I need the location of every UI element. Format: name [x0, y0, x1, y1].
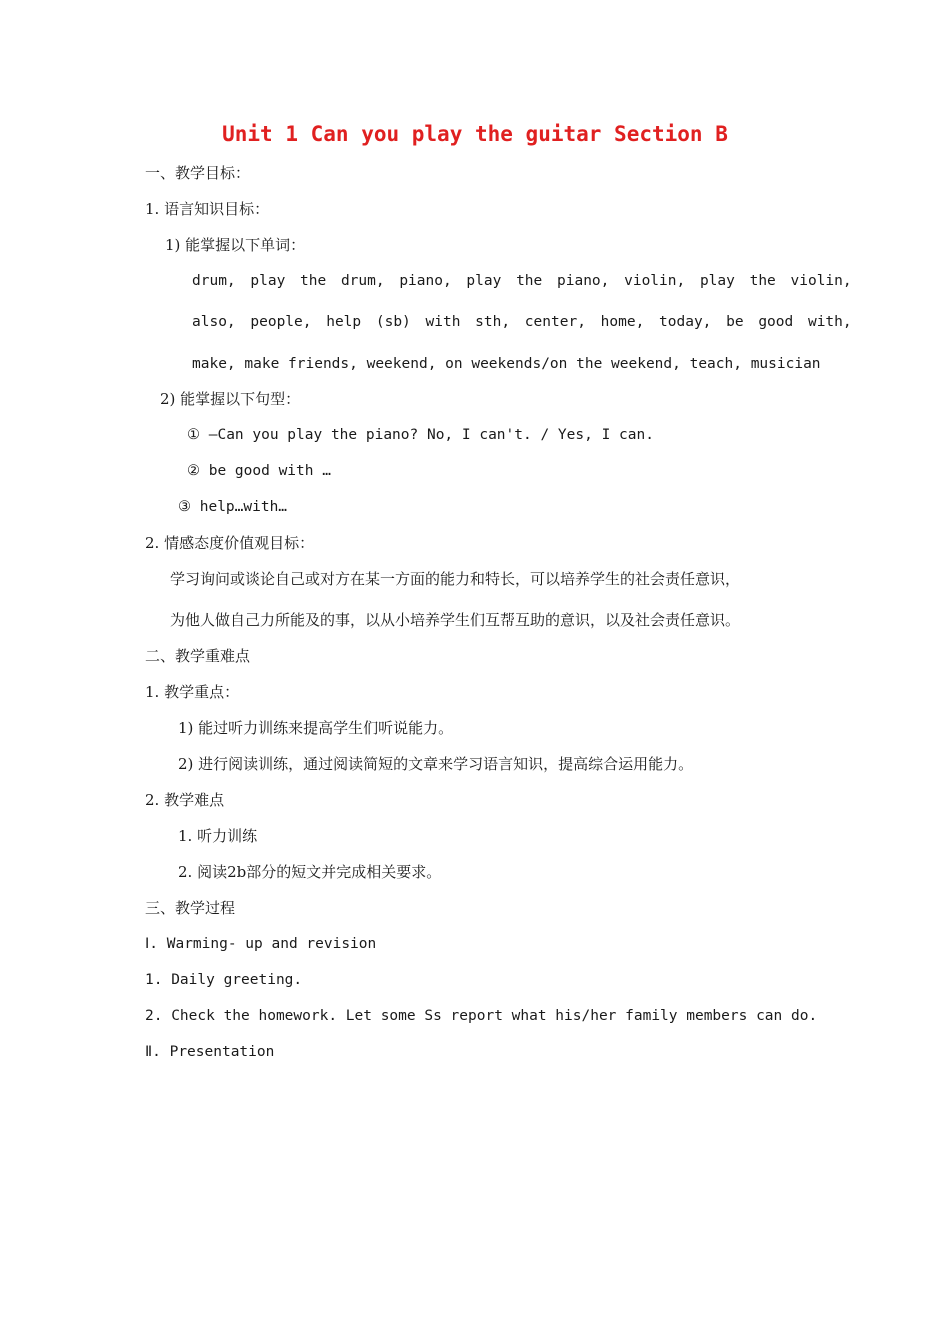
emotional-goals-line-2: 为他人做自己力所能及的事，以从小培养学生们互帮互助的意识，以及社会责任意识。	[170, 611, 741, 629]
vocabulary-line-2: also, people, help (sb) with sth, center, home, today, be good with,	[192, 314, 852, 330]
item-vocabulary: 1) 能掌握以下单词：	[165, 236, 306, 254]
vocabulary-line-3: make, make friends, weekend, on weekends/on the weekend, teach, musician	[192, 356, 821, 372]
vocabulary-line-1: drum, play the drum, piano, play the piano, violin, play the violin,	[192, 273, 852, 289]
process-item-check-homework: 2. Check the homework. Let some Ss report what his/her family members can do.	[145, 1008, 818, 1024]
difficulty-2: 2. 阅读2b部分的短文并完成相关要求。	[178, 863, 442, 881]
item-sentence-patterns: 2) 能掌握以下句型：	[160, 390, 301, 408]
section-heading-key-points: 二、教学重难点	[145, 647, 251, 665]
section-heading-process: 三、教学过程	[145, 899, 236, 917]
subheading-emotional-goals: 2. 情感态度价值观目标：	[145, 534, 315, 552]
emotional-goals-line-1: 学习询问或谈论自己或对方在某一方面的能力和特长，可以培养学生的社会责任意识，	[170, 570, 741, 588]
difficulty-1: 1. 听力训练	[178, 827, 258, 845]
document-title: Unit 1 Can you play the guitar Section B	[222, 122, 728, 146]
sentence-pattern-1: ① —Can you play the piano? No, I can't. / Yes, I can.	[187, 427, 654, 443]
process-step-presentation: Ⅱ. Presentation	[145, 1044, 275, 1060]
process-item-daily-greeting: 1. Daily greeting.	[145, 972, 303, 988]
key-point-1: 1) 能过听力训练来提高学生们听说能力。	[178, 719, 454, 737]
subheading-language-knowledge: 1. 语言知识目标：	[145, 200, 270, 218]
sentence-pattern-3: ③ help…with…	[178, 499, 288, 515]
subheading-difficulties: 2. 教学难点	[145, 791, 225, 809]
subheading-key-points: 1. 教学重点：	[145, 683, 240, 701]
process-step-warming-up: Ⅰ. Warming- up and revision	[145, 936, 377, 952]
sentence-pattern-2: ② be good with …	[187, 463, 331, 479]
section-heading-objectives: 一、教学目标：	[145, 164, 251, 182]
key-point-2: 2) 进行阅读训练，通过阅读简短的文章来学习语言知识，提高综合运用能力。	[178, 755, 694, 773]
